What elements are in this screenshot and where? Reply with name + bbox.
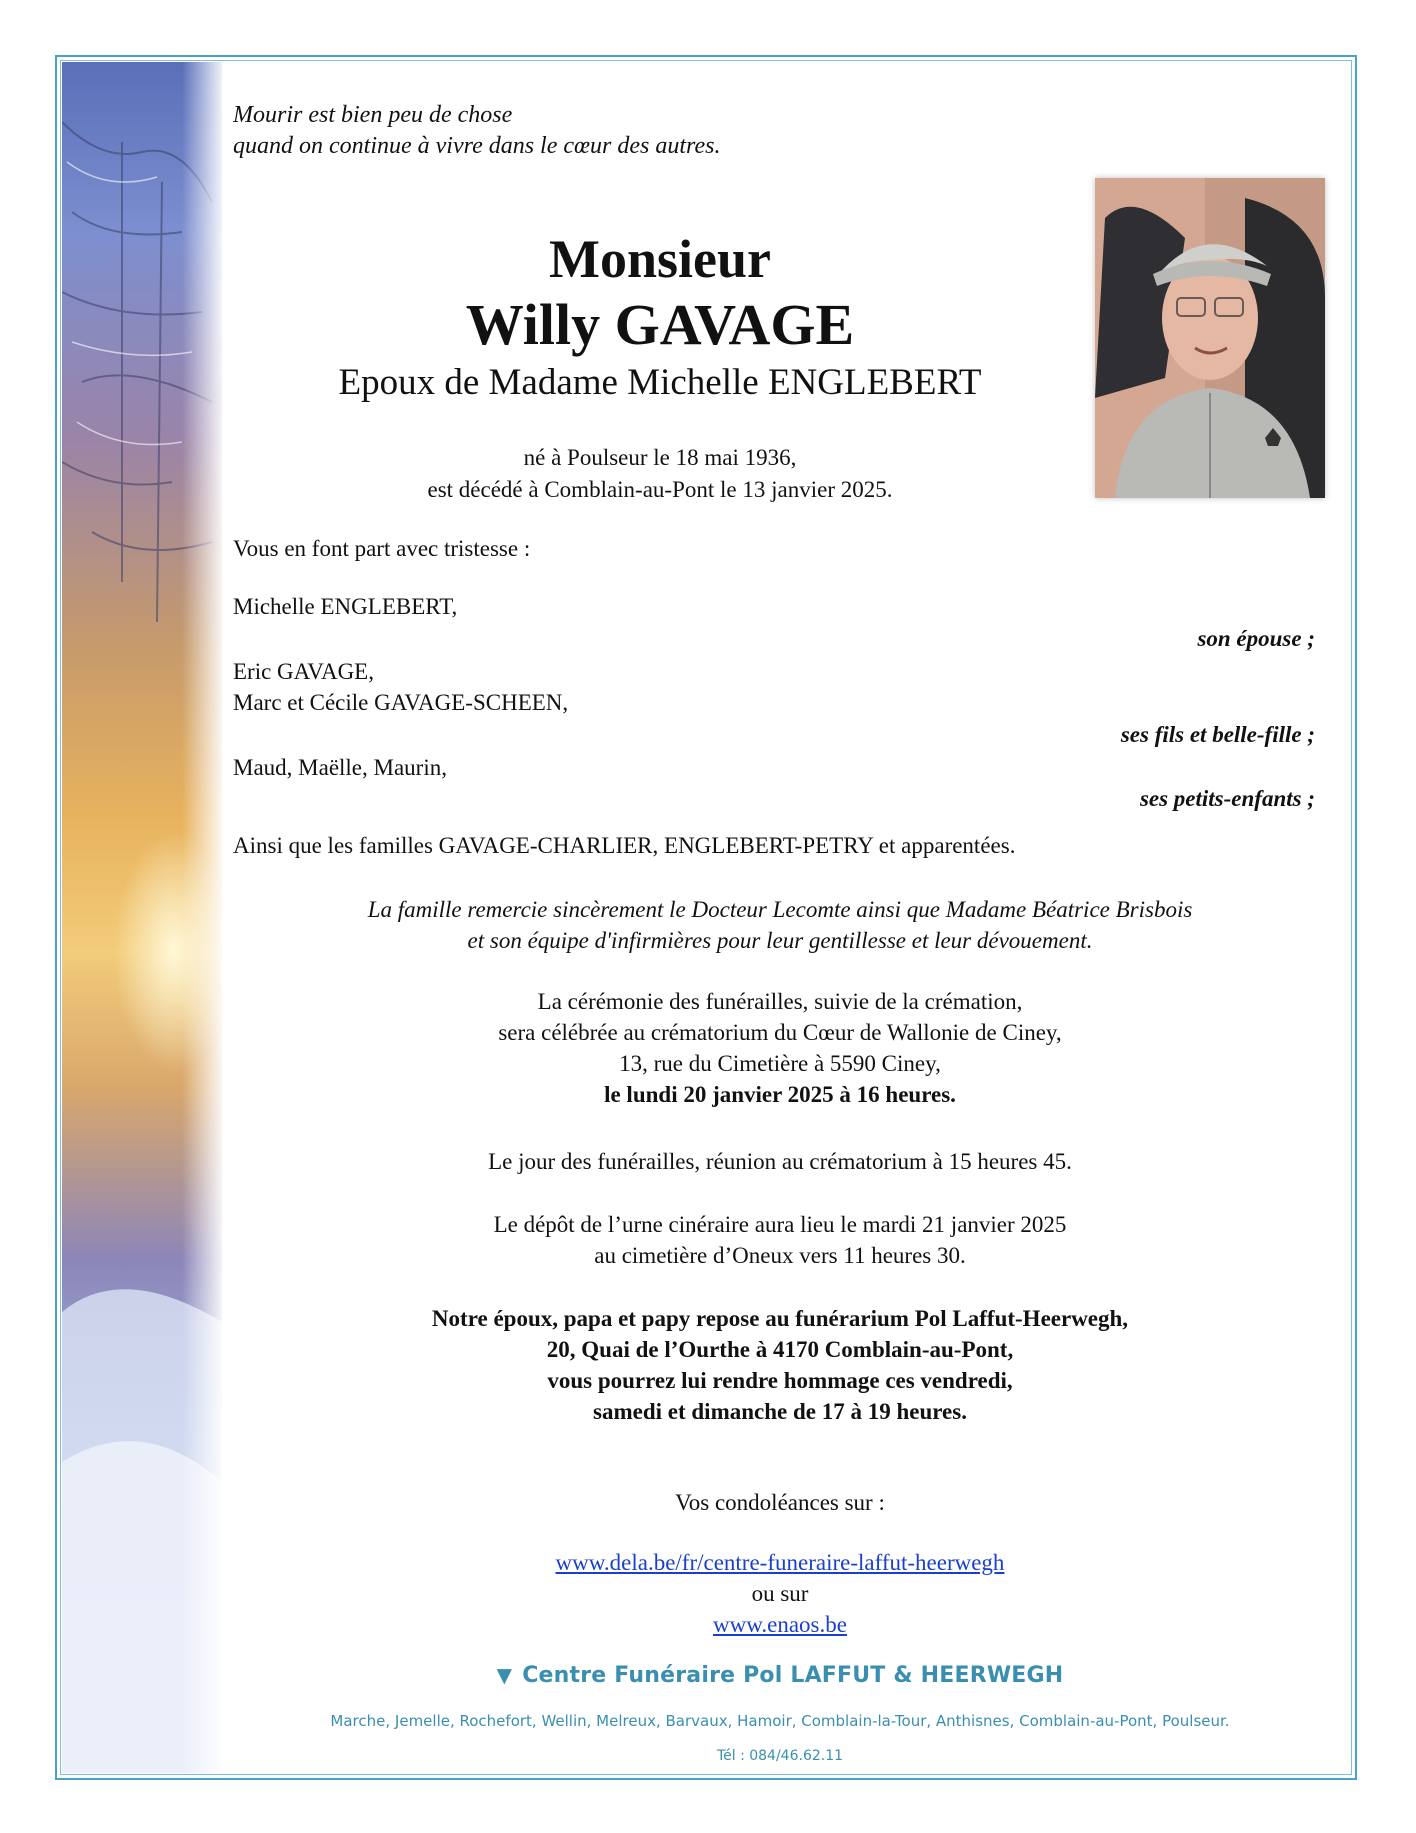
epigraph-line-2: quand on continue à vivre dans le cœur des autres. xyxy=(233,133,721,159)
grandchildren: Maud, Maëlle, Maurin, xyxy=(233,755,447,780)
thanks-line-1: La famille remercie sincèrement le Docteur Lecomte ainsi que Madame Béatrice Brisbois xyxy=(367,897,1193,922)
grandchildren-role: ses petits-enfants ; xyxy=(1139,786,1315,811)
visitation-line-1: Notre époux, papa et papy repose au funérarium Pol Laffut-Heerwegh, xyxy=(431,1306,1129,1331)
families-line: Ainsi que les familles GAVAGE-CHARLIER, ENGLEBERT-PETRY et apparentées. xyxy=(233,833,1016,858)
birth-line: né à Poulseur le 18 mai 1936, xyxy=(523,445,797,470)
visitation-paragraph xyxy=(230,1303,1330,1427)
visitation-line-2: 20, Quai de l’Ourthe à 4170 Comblain-au-Pont, xyxy=(546,1337,1014,1362)
ceremony-line-2: sera célébrée au crématorium du Cœur de Wallonie de Ciney, xyxy=(498,1020,1062,1045)
ceremony-paragraph xyxy=(230,986,1330,1110)
triangle-icon: ▼ xyxy=(496,1663,513,1687)
urn-line-2: au cimetière d’Oneux vers 11 heures 30. xyxy=(594,1243,966,1268)
honorific-title: Monsieur xyxy=(549,229,771,289)
winter-sunrise-strip xyxy=(62,62,222,1773)
condolences-intro: Vos condoléances sur : xyxy=(675,1490,885,1515)
epigraph-line-1: Mourir est bien peu de chose xyxy=(233,102,513,128)
portrait-illustration xyxy=(1095,178,1325,498)
sons-role: ses fils et belle-fille ; xyxy=(1120,722,1315,747)
dela-link[interactable]: www.dela.be/fr/centre-funeraire-laffut-heerwegh xyxy=(555,1550,1005,1575)
epigraph xyxy=(233,100,720,162)
thanks-line-2: et son équipe d'infirmières pour leur gentillesse et leur dévouement. xyxy=(467,928,1093,953)
visitation-line-3: vous pourrez lui rendre hommage ces vendredi, xyxy=(547,1368,1013,1393)
ceremony-line-1: La cérémonie des funérailles, suivie de la crémation, xyxy=(537,989,1023,1014)
funeral-home-label: Centre Funéraire Pol LAFFUT & HEERWEGH xyxy=(522,1663,1064,1688)
son-1: Eric GAVAGE, xyxy=(233,659,374,684)
funeral-home-phone: Tél : 084/46.62.11 xyxy=(716,1748,844,1764)
funeral-home-name xyxy=(230,1663,1330,1688)
visitation-line-4: samedi et dimanche de 17 à 19 heures. xyxy=(593,1399,967,1424)
deceased-name: Willy GAVAGE xyxy=(465,292,855,357)
ceremony-date: le lundi 20 janvier 2025 à 16 heures. xyxy=(604,1082,956,1107)
condolences-links xyxy=(230,1547,1330,1640)
enaos-link[interactable]: www.enaos.be xyxy=(713,1612,847,1637)
spouse-line: Epoux de Madame Michelle ENGLEBERT xyxy=(338,362,982,403)
thanks-paragraph xyxy=(230,894,1330,956)
urn-line-1: Le dépôt de l’urne cinéraire aura lieu le mardi 21 janvier 2025 xyxy=(493,1212,1067,1237)
death-line: est décédé à Comblain-au-Pont le 13 janvier 2025. xyxy=(427,477,893,502)
birth-death-dates xyxy=(230,442,1090,506)
funeral-home-places: Marche, Jemelle, Rochefort, Wellin, Melreux, Barvaux, Hamoir, Comblain-la-Tour, Anthisnes, Comblain-au-Pont, Poulseur. xyxy=(330,1712,1230,1730)
wife-role: son épouse ; xyxy=(1197,626,1315,651)
or-text: ou sur xyxy=(751,1581,809,1606)
meeting-line: Le jour des funérailles, réunion au crématorium à 15 heures 45. xyxy=(488,1149,1072,1174)
wife-name: Michelle ENGLEBERT, xyxy=(233,594,458,619)
announcement-intro: Vous en font part avec tristesse : xyxy=(233,536,531,561)
ceremony-line-3: 13, rue du Cimetière à 5590 Ciney, xyxy=(619,1051,941,1076)
portrait-photo xyxy=(1095,178,1325,498)
urn-paragraph xyxy=(230,1209,1330,1271)
son-2: Marc et Cécile GAVAGE-SCHEEN, xyxy=(233,690,569,715)
